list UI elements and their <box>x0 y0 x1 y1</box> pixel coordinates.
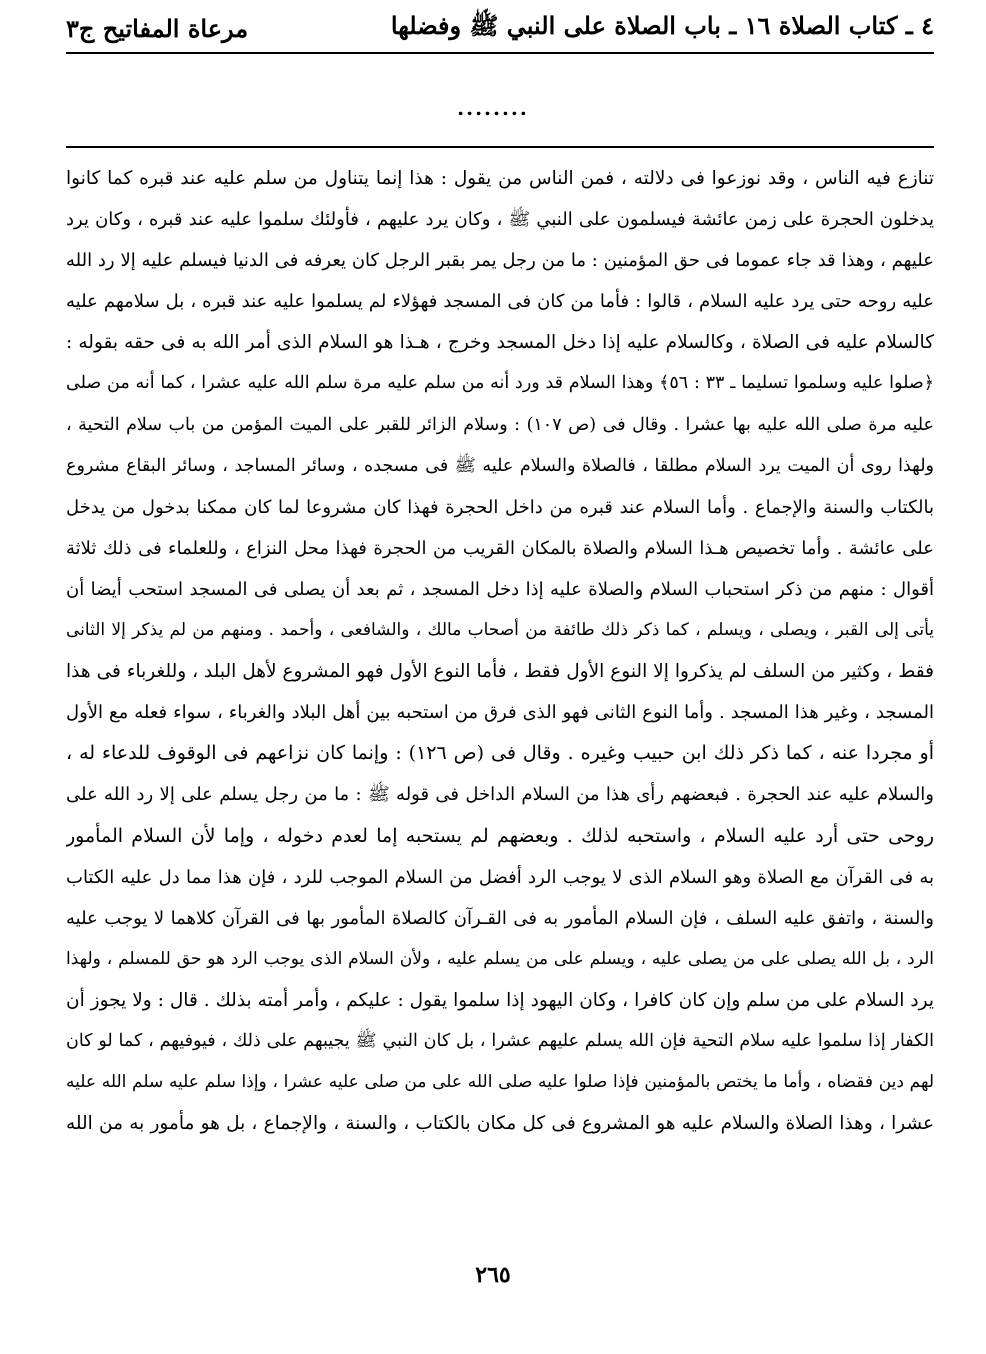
text-line: الرد ، بل الله يصلى على من يصلى عليه ، ويسلم على من يسلم عليه ، ولأن السلام الذى يوجب الرد هو حق للمسلم ، ولهذا <box>66 948 934 969</box>
section-rule <box>66 146 934 148</box>
text-line: المسجد ، وغير هذا المسجد . وأما النوع الثانى فهو الذى فرق من استحبه بين أهل البلاد والغرباء ، سواء فعله مع الأول <box>66 702 934 724</box>
header-rule <box>66 52 934 54</box>
text-line: عليهم ، وهذا قد جاء عموما فى حق المؤمنين : ما من رجل يمر بقبر الرجل كان يعرفه فى الدنيا فيسلم عليه إلا رد الله <box>66 250 934 272</box>
text-line: عليه روحه حتى يرد عليه السلام ، قالوا : فأما من كان فى المسجد فهؤلاء لم يسلموا عليه عند قبره ، بل سلامهم عليه <box>66 291 934 313</box>
text-line: تنازع فيه الناس ، وقد نوزعوا فى دلالته ، فمن الناس من يقول : هذا إنما يتناول من سلم عليه عند قبره كما كانوا <box>66 168 934 189</box>
text-line: أقوال : منهم من ذكر استحباب السلام والصلاة عليه إذا دخل المسجد ، ثم بعد أن يصلى فى المسجد استحب أيضا أن <box>66 578 934 600</box>
text-line: والسنة ، واتفق عليه السلف ، فإن السلام المأمور به فى القـرآن كالصلاة المأمور بها فى القرآن كلاهما لا يوجب عليه <box>66 907 934 929</box>
continuation-dots: ........ <box>457 96 529 120</box>
body-text <box>66 158 934 1144</box>
text-line: بالكتاب والسنة والإجماع . وأما السلام عند قبره من داخل الحجرة فهذا كان مشروعا لما كان ممكنا بدخول من يدخل <box>66 496 934 518</box>
text-line: به فى القرآن مع الصلاة وهو السلام الذى لا يوجب الرد أفضل من السلام الموجب للرد ، فإن هذا مما دل عليه الكتاب <box>66 866 934 888</box>
text-line: ولهذا روى أن الميت يرد السلام مطلقا ، فالصلاة والسلام عليه ﷺ فى مسجده ، وسائر المساجد ، وسائر البقاع مشروع <box>66 455 934 476</box>
text-line: عشرا ، وهذا الصلاة والسلام عليه هو المشروع فى كل مكان بالكتاب ، والسنة ، والإجماع ، بل هو مأمور به من الله <box>66 1113 934 1135</box>
text-line: لهم دين فقضاه ، وأما ما يختص بالمؤمنين فإذا صلوا عليه صلى الله على من صلى عليه عشرا ، وإذا سلم عليه سلم الله عليه <box>66 1072 934 1093</box>
text-line: يرد السلام على من سلم وإن كان كافرا ، وكان اليهود إذا سلموا يقول : عليكم ، وأمر أمته بذلك . قال : ولا يجوز أن <box>66 989 934 1011</box>
text-line: الكفار إذا سلموا عليه سلام التحية فإن الله يسلم عليهم عشرا ، بل كان النبي ﷺ يجيبهم على ذلك ، فيوفيهم ، كما لو كان <box>66 1030 934 1051</box>
page-number: ٢٦٥ <box>475 1262 511 1288</box>
text-line: على عائشة . وأما تخصيص هـذا السلام والصلاة بالمكان القريب من الحجرة فهذا محل النزاع ، وللعلماء فى ذلك ثلاثة <box>66 537 934 559</box>
chapter-title: ٤ ـ كتاب الصلاة ١٦ ـ باب الصلاة على النبي ﷺ وفضلها <box>390 10 934 40</box>
text-line: فقط ، وكثير من السلف لم يذكروا إلا النوع الأول فقط ، فأما النوع الأول فهو المشروع لأهل البلد ، وللغرباء فى هذا <box>66 661 934 683</box>
text-line: والسلام عليه عند الحجرة . فبعضهم رأى هذا من السلام الداخل فى قوله ﷺ : ما من رجل يسلم على إلا رد الله على <box>66 784 934 806</box>
text-line: عليه مرة صلى الله عليه بها عشرا . وقال فى (ص ١٠٧) : وسلام الزائر للقبر على الميت المؤمن من باب سلام التحية ، <box>66 414 934 435</box>
page-header <box>66 8 934 48</box>
text-line: يأتى إلى القبر ، ويصلى ، ويسلم ، كما ذكر ذلك طائفة من أصحاب مالك ، والشافعى ، وأحمد . ومنهم من لم يذكر إلا الثانى <box>66 620 934 641</box>
running-title: مرعاة المفاتيح ج٣ <box>66 13 249 43</box>
text-line: أو مجردا عنه ، كما ذكر ذلك ابن حبيب وغيره . وقال فى (ص ١٢٦) : وإنما كان نزاعهم فى الوقوف للدعاء له ، <box>66 742 934 765</box>
text-line: كالسلام عليه فى الصلاة ، وكالسلام عليه إذا دخل المسجد وخرج ، هـذا هو السلام الذى أمر الله به فى حقه بقوله : <box>66 332 934 354</box>
text-line: يدخلون الحجرة على زمن عائشة فيسلمون على النبي ﷺ ، وكان يرد عليهم ، فأولئك سلموا عليه عند قبره ، وكان يرد <box>66 209 934 231</box>
text-line: روحى حتى أرد عليه السلام ، واستحبه لذلك . وبعضهم لم يستحبه إما لعدم دخوله ، وإما لأن السلام المأمور <box>66 824 934 847</box>
text-line: ﴿صلوا عليه وسلموا تسليما ـ ٣٣ : ٥٦﴾ وهذا السلام قد ورد أنه من سلم عليه مرة سلم الله عليه عشرا ، كما أنه من صلى <box>66 373 934 394</box>
